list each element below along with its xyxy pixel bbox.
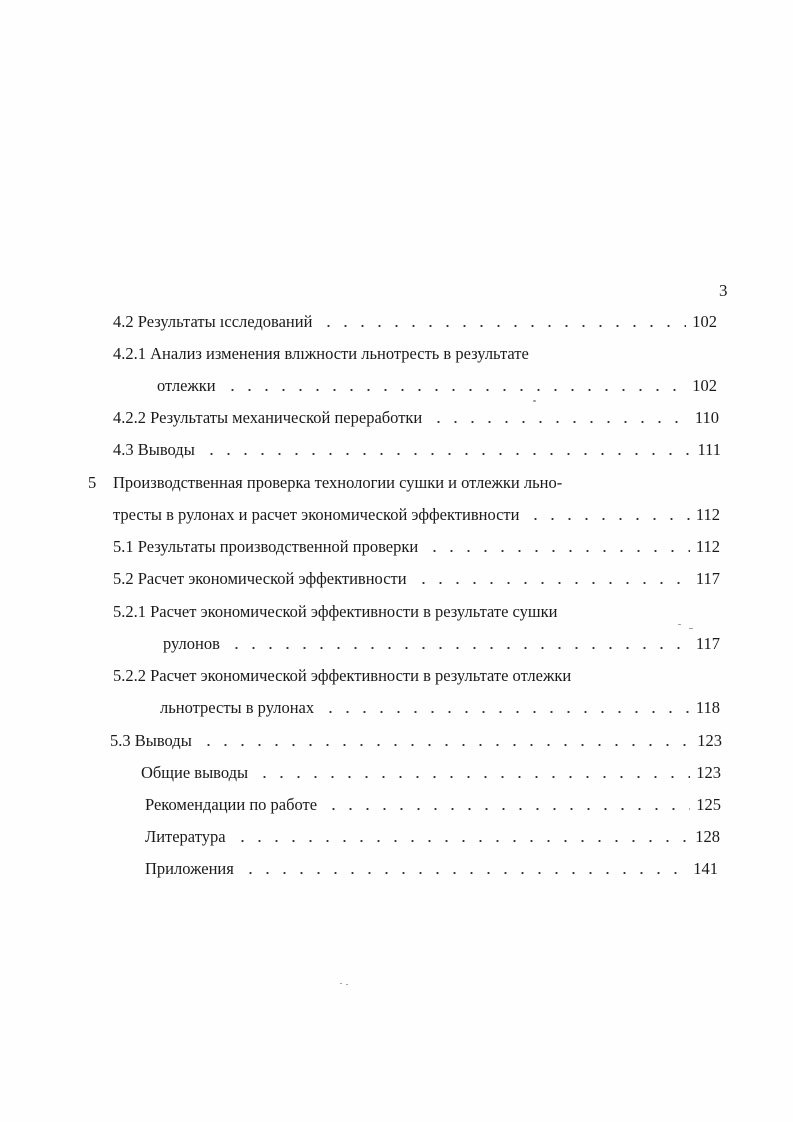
toc-entry-title: 5.2 Расчет экономической эффективности: [113, 569, 407, 588]
scan-speck: [340, 983, 342, 984]
toc-entry-5-2-1: [163, 633, 720, 655]
toc-entry-title: Приложения: [145, 859, 234, 878]
toc-entry-title: 4.2.2 Результаты механической переработки: [113, 408, 423, 427]
dot-leader: [525, 506, 689, 520]
toc-entry-4-2-1-line1: 4.2.1 Анализ изменения влıжности льнотресть в результате: [113, 344, 529, 363]
toc-entry-general-conclusions: [141, 762, 721, 784]
dot-leader: [226, 635, 690, 649]
toc-entry-title: отлежки: [157, 376, 216, 395]
toc-chapter-5-line1: Производственная проверка технологии сушки и отлежки льно-: [113, 473, 563, 492]
toc-entry-title: тресты в рулонах и расчет экономической эффективности: [113, 505, 520, 524]
toc-entry-page: 125: [696, 795, 721, 814]
dot-leader: [232, 828, 690, 842]
toc-entry-4-2-2: [113, 407, 719, 429]
dot-leader: [222, 377, 687, 391]
toc-entry-page: 128: [695, 827, 720, 846]
toc-entry-5-2-1-line1: 5.2.1 Расчет экономической эффективности в результате сушки: [113, 602, 558, 621]
toc-entry-4-2: [113, 311, 717, 333]
dot-leader: [240, 860, 687, 874]
toc-chapter-5-number: 5: [88, 473, 97, 492]
toc-entry-5-1: [113, 536, 720, 558]
dot-leader: [318, 313, 686, 327]
dot-leader: [320, 699, 690, 713]
page-number: 3: [719, 281, 728, 300]
toc-entry-page: 123: [697, 731, 722, 750]
toc-entry-page: 141: [693, 859, 718, 878]
dot-leader: [254, 764, 690, 778]
toc-entry-page: 117: [695, 569, 720, 588]
toc-entry-page: 102: [692, 312, 717, 331]
toc-chapter-5: [113, 504, 720, 526]
dot-leader: [424, 538, 690, 552]
dot-leader: [198, 732, 691, 746]
toc-entry-5-2-2-line1: 5.2.2 Расчет экономической эффективности в результате отлежки: [113, 666, 572, 685]
scan-speck: [689, 628, 693, 629]
toc-entry-title: Литература: [145, 827, 226, 846]
toc-entry-title: Рекомендации по работе: [145, 795, 318, 814]
scan-speck: [533, 400, 536, 402]
toc-entry-page: 112: [695, 505, 720, 524]
toc-entry-appendices: [145, 858, 718, 880]
toc-entry-page: 123: [696, 763, 721, 782]
toc-entry-4-2-1: [157, 375, 717, 397]
toc-entry-page: 118: [695, 698, 720, 717]
toc-entry-page: 102: [692, 376, 717, 395]
toc-entry-title: рулонов: [163, 634, 220, 653]
dot-leader: [323, 796, 690, 810]
toc-entry-title: льнотресты в рулонах: [160, 698, 315, 717]
scan-speck: [346, 984, 348, 985]
toc-entry-page: 112: [695, 537, 720, 556]
toc-entry-title: 5.3 Выводы: [110, 731, 192, 750]
toc-entry-page: 111: [697, 440, 721, 459]
toc-entry-title: Общие выводы: [141, 763, 249, 782]
toc-entry-title: 4.3 Выводы: [113, 440, 195, 459]
toc-entry-5-2: [113, 568, 720, 590]
toc-entry-title: 4.2 Результаты ıсследований: [113, 312, 313, 331]
toc-entry-5-2-2: [160, 697, 720, 719]
toc-entry-4-3: [113, 439, 721, 461]
dot-leader: [201, 441, 692, 455]
toc-entry-recommendations: [145, 794, 721, 816]
scan-speck: [678, 624, 681, 625]
toc-entry-literature: [145, 826, 720, 848]
toc-entry-title: 5.1 Результаты производственной проверки: [113, 537, 419, 556]
toc-entry-page: 110: [694, 408, 719, 427]
toc-entry-page: 117: [695, 634, 720, 653]
toc-entry-5-3: [110, 730, 722, 752]
dot-leader: [413, 570, 690, 584]
dot-leader: [428, 409, 689, 423]
